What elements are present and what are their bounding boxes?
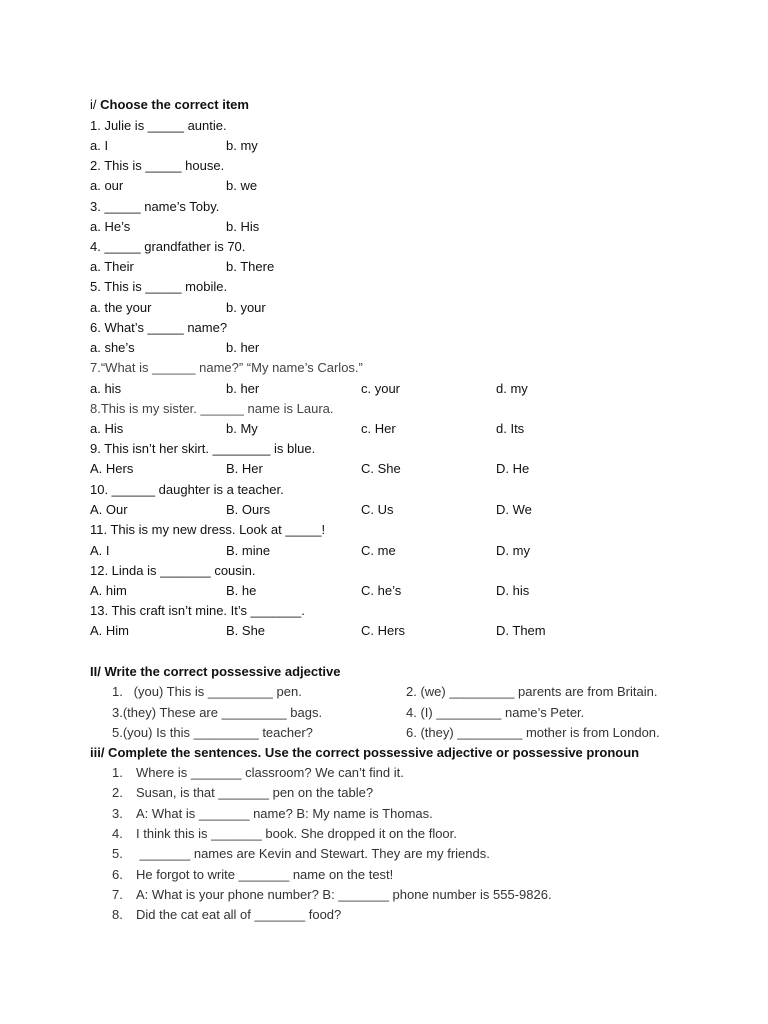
part3-heading: iii/ Complete the sentences. Use the correct possessive adjective or possessive pronoun <box>90 745 640 760</box>
item-number: 6. <box>112 867 123 882</box>
option-b: b. There <box>226 259 275 274</box>
sentence-3: A: What is _______ name? B: My name is Thomas. <box>136 806 433 821</box>
sentence-6: He forgot to write _______ name on the test! <box>136 867 394 882</box>
option-d: D. We <box>496 502 532 517</box>
option-c: C. Hers <box>361 623 406 638</box>
option-a: a. she’s <box>90 340 135 355</box>
question-11: 11. This is my new dress. Look at _____! <box>90 522 326 537</box>
options-13 <box>90 621 710 641</box>
part2-item-4: 4. (I) _________ name’s Peter. <box>406 705 585 720</box>
option-b: b. her <box>226 381 260 396</box>
option-a: a. Their <box>90 259 134 274</box>
options-11 <box>90 541 710 561</box>
option-b: B. mine <box>226 543 271 558</box>
option-b: b. my <box>226 138 258 153</box>
option-a: a. the your <box>90 300 152 315</box>
part2-item-3: 3.(they) These are _________ bags. <box>112 705 323 720</box>
question-5: 5. This is _____ mobile. <box>90 279 228 294</box>
item-number: 3. <box>112 806 123 821</box>
option-b: b. My <box>226 421 258 436</box>
part1-heading-text: Choose the correct item <box>100 97 249 112</box>
option-b: B. he <box>226 583 257 598</box>
question-12: 12. Linda is _______ cousin. <box>90 563 256 578</box>
item-number: 7. <box>112 887 123 902</box>
part2-item-2: 2. (we) _________ parents are from Britain. <box>406 684 658 699</box>
option-d: D. He <box>496 461 530 476</box>
option-d: D. Them <box>496 623 546 638</box>
options-6 <box>90 338 710 358</box>
question-1: 1. Julie is _____ auntie. <box>90 118 227 133</box>
part2-item-6: 6. (they) _________ mother is from London. <box>406 725 660 740</box>
options-5 <box>90 298 710 318</box>
sentence-2: Susan, is that _______ pen on the table? <box>136 785 374 800</box>
option-d: D. my <box>496 543 530 558</box>
option-b: B. Her <box>226 461 263 476</box>
question-10: 10. ______ daughter is a teacher. <box>90 482 284 497</box>
option-a: a. I <box>90 138 109 153</box>
item-number: 5. <box>112 846 123 861</box>
sentence-4: I think this is _______ book. She dropped it on the floor. <box>136 826 457 841</box>
sentence-7: A: What is your phone number? B: _______ phone number is 555-9826. <box>136 887 552 902</box>
item-number: 4. <box>112 826 123 841</box>
option-a: A. Hers <box>90 461 134 476</box>
option-d: D. his <box>496 583 530 598</box>
option-d: d. my <box>496 381 528 396</box>
question-3: 3. _____ name’s Toby. <box>90 199 220 214</box>
options-4 <box>90 257 710 277</box>
option-b: B. She <box>226 623 266 638</box>
option-b: b. His <box>226 219 260 234</box>
option-b: B. Ours <box>226 502 271 517</box>
options-1 <box>90 136 710 156</box>
options-8 <box>90 419 710 439</box>
part2-item-5: 5.(you) Is this _________ teacher? <box>112 725 313 740</box>
options-2 <box>90 176 710 196</box>
item-number: 1. <box>112 765 123 780</box>
option-c: c. your <box>361 381 401 396</box>
part1-heading <box>90 95 249 115</box>
option-c: C. he’s <box>361 583 402 598</box>
option-c: c. Her <box>361 421 396 436</box>
question-4: 4. _____ grandfather is 70. <box>90 239 246 254</box>
options-12 <box>90 581 710 601</box>
options-9 <box>90 459 710 479</box>
question-2: 2. This is _____ house. <box>90 158 225 173</box>
option-a: A. Our <box>90 502 128 517</box>
sentence-8: Did the cat eat all of _______ food? <box>136 907 342 922</box>
part2-heading: II/ Write the correct possessive adjective <box>90 664 341 679</box>
question-9: 9. This isn’t her skirt. ________ is blue. <box>90 441 316 456</box>
question-8: 8.This is my sister. ______ name is Laura. <box>90 401 334 416</box>
option-a: a. our <box>90 178 124 193</box>
option-a: a. He’s <box>90 219 131 234</box>
option-c: C. She <box>361 461 401 476</box>
option-b: b. her <box>226 340 260 355</box>
option-a: a. His <box>90 421 124 436</box>
option-c: C. Us <box>361 502 394 517</box>
option-b: b. your <box>226 300 266 315</box>
options-3 <box>90 217 710 237</box>
part1-heading-prefix: i/ <box>90 97 101 112</box>
item-number: 2. <box>112 785 123 800</box>
option-a: A. him <box>90 583 127 598</box>
option-d: d. Its <box>496 421 525 436</box>
option-c: C. me <box>361 543 396 558</box>
question-13: 13. This craft isn’t mine. It’s _______. <box>90 603 305 618</box>
options-10 <box>90 500 710 520</box>
option-a: a. his <box>90 381 122 396</box>
option-a: A. Him <box>90 623 129 638</box>
item-number: 8. <box>112 907 123 922</box>
sentence-1: Where is _______ classroom? We can’t find it. <box>136 765 404 780</box>
question-6: 6. What’s _____ name? <box>90 320 228 335</box>
sentence-5: _______ names are Kevin and Stewart. They are my friends. <box>136 846 490 861</box>
question-7: 7.“What is ______ name?” “My name’s Carlos.” <box>90 360 363 375</box>
option-a: A. I <box>90 543 110 558</box>
options-7 <box>90 379 710 399</box>
part2-item-1: 1. (you) This is _________ pen. <box>112 684 302 699</box>
option-b: b. we <box>226 178 258 193</box>
